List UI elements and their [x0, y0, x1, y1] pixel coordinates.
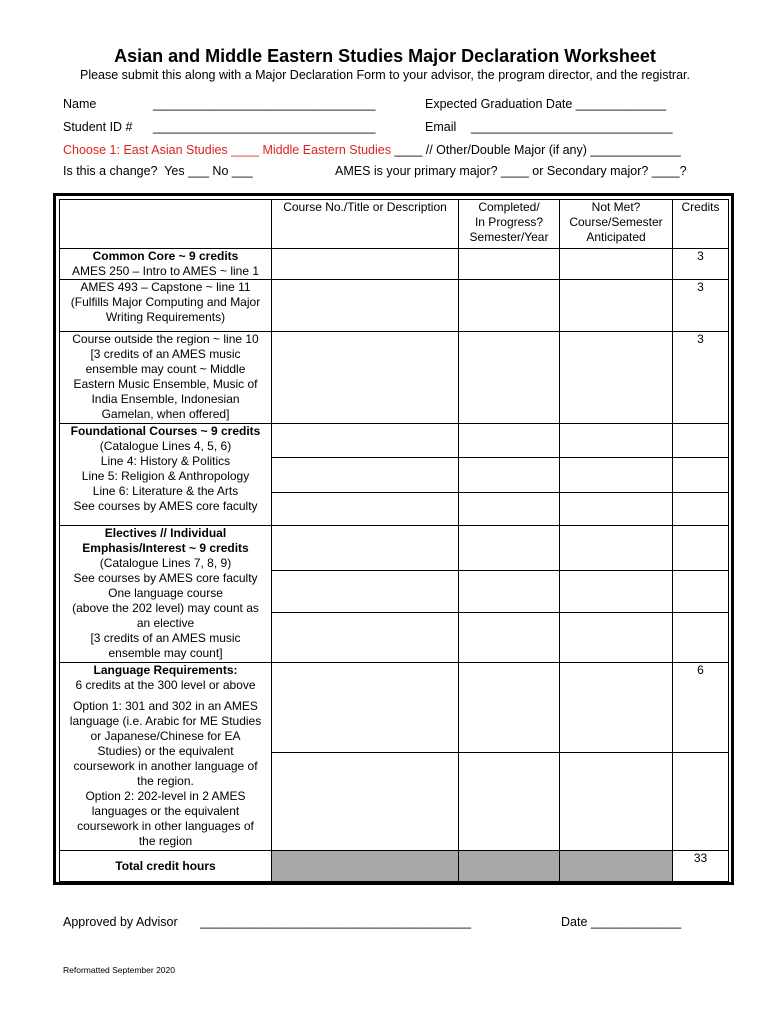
- course-cell[interactable]: [272, 493, 459, 526]
- credits-cell: [673, 493, 729, 526]
- completed-cell[interactable]: [459, 663, 560, 753]
- not-met-cell[interactable]: [560, 753, 673, 851]
- not-met-cell[interactable]: [560, 424, 673, 458]
- completed-cell[interactable]: [459, 571, 560, 613]
- advisor-signature-field[interactable]: _______________________________________: [200, 915, 472, 929]
- row-label: Course outside the region ~ line 10 [3 credits of an AMES music ensemble may count ~ Middle Eastern Music Ensemble, Music of India Ensemble, Indonesian Gamelan, when offered]: [60, 332, 272, 424]
- not-met-cell[interactable]: [560, 571, 673, 613]
- total-credits: 33: [673, 851, 729, 882]
- credits-cell: [673, 458, 729, 493]
- not-met-cell[interactable]: [560, 613, 673, 663]
- credits-cell: 3: [673, 280, 729, 332]
- email-label: Email: [425, 120, 457, 134]
- course-cell[interactable]: [272, 249, 459, 280]
- completed-cell[interactable]: [459, 613, 560, 663]
- header-blank: [60, 200, 272, 249]
- student-id-label: Student ID #: [63, 120, 133, 134]
- date-field[interactable]: Date _____________: [561, 915, 682, 929]
- credits-cell: [673, 424, 729, 458]
- header-course: Course No./Title or Description: [272, 200, 459, 249]
- table-row: [60, 249, 729, 280]
- total-grey-cell: [560, 851, 673, 882]
- course-cell[interactable]: [272, 332, 459, 424]
- header-credits: Credits: [673, 200, 729, 249]
- approved-label: Approved by Advisor: [63, 915, 178, 929]
- credits-cell: [673, 526, 729, 571]
- not-met-cell[interactable]: [560, 249, 673, 280]
- course-cell[interactable]: [272, 458, 459, 493]
- total-row: [60, 851, 729, 882]
- course-cell[interactable]: [272, 526, 459, 571]
- row-label: AMES 493 – Capstone ~ line 11 (Fulfills Major Computing and Major Writing Requirements): [60, 280, 272, 332]
- completed-cell[interactable]: [459, 458, 560, 493]
- course-cell[interactable]: [272, 424, 459, 458]
- other-major-field: ____ // Other/Double Major (if any) _____________: [390, 143, 681, 157]
- row-label: Common Core ~ 9 credits AMES 250 – Intro to AMES ~ line 1: [60, 249, 272, 280]
- not-met-cell[interactable]: [560, 663, 673, 753]
- course-cell[interactable]: [272, 571, 459, 613]
- total-grey-cell: [272, 851, 459, 882]
- primary-major-question[interactable]: AMES is your primary major? ____ or Secondary major? ____?: [335, 164, 687, 178]
- page-subtitle: Please submit this along with a Major Declaration Form to your advisor, the program director, and the registrar.: [79, 68, 690, 82]
- table-row: [60, 424, 729, 458]
- credits-cell: 6: [673, 663, 729, 753]
- completed-cell[interactable]: [459, 280, 560, 332]
- change-question[interactable]: Is this a change? Yes ___ No ___: [63, 164, 253, 178]
- not-met-cell[interactable]: [560, 280, 673, 332]
- course-cell[interactable]: [272, 613, 459, 663]
- student-id-field[interactable]: ________________________________: [153, 120, 376, 134]
- concentration-choice[interactable]: [63, 143, 681, 157]
- not-met-cell[interactable]: [560, 458, 673, 493]
- page-title: Asian and Middle Eastern Studies Major Declaration Worksheet: [114, 46, 656, 66]
- table-row: [60, 663, 729, 753]
- course-cell[interactable]: [272, 753, 459, 851]
- table-row: [60, 332, 729, 424]
- total-label: Total credit hours: [60, 851, 272, 882]
- total-grey-cell: [459, 851, 560, 882]
- course-cell[interactable]: [272, 663, 459, 753]
- row-label: Foundational Courses ~ 9 credits (Catalogue Lines 4, 5, 6) Line 4: History & Politics Line 5: Religion & Anthropology Line 6: Literature & the Arts See courses by AMES core faculty: [60, 424, 272, 526]
- row-label: Electives // Individual Emphasis/Interest ~ 9 credits (Catalogue Lines 7, 8, 9) See courses by AMES core faculty One language course (above the 202 level) may count as an elective [3 credits of an AMES music ensemble may count]: [60, 526, 272, 663]
- credits-cell: 3: [673, 332, 729, 424]
- name-label: Name: [63, 97, 97, 111]
- completed-cell[interactable]: [459, 249, 560, 280]
- not-met-cell[interactable]: [560, 332, 673, 424]
- credits-cell: [673, 613, 729, 663]
- email-field[interactable]: _____________________________: [471, 120, 673, 134]
- completed-cell[interactable]: [459, 526, 560, 571]
- completed-cell[interactable]: [459, 753, 560, 851]
- worksheet-table: [59, 199, 729, 882]
- completed-cell[interactable]: [459, 424, 560, 458]
- not-met-cell[interactable]: [560, 526, 673, 571]
- completed-cell[interactable]: [459, 493, 560, 526]
- footer-note: Reformatted September 2020: [63, 965, 175, 975]
- not-met-cell[interactable]: [560, 493, 673, 526]
- completed-cell[interactable]: [459, 332, 560, 424]
- graduation-date-field[interactable]: Expected Graduation Date _____________: [425, 97, 667, 111]
- table-row: [60, 526, 729, 571]
- credits-cell: [673, 571, 729, 613]
- row-label: Language Requirements: 6 credits at the 300 level or above Option 1: 301 and 302 in an AMES language (i.e. Arabic for ME Studies or Japanese/Chinese for EA Studies) or the equivalent coursework in another language of the region. Option 2: 202-level in 2 AMES languages or the equivalent coursework in other languages of the region: [60, 663, 272, 851]
- header-completed: Completed/ In Progress? Semester/Year: [459, 200, 560, 249]
- header-not-met: Not Met? Course/Semester Anticipated: [560, 200, 673, 249]
- course-cell[interactable]: [272, 280, 459, 332]
- name-field[interactable]: ________________________________: [153, 97, 376, 111]
- concentration-options: Choose 1: East Asian Studies ____ Middle Eastern Studies: [63, 143, 391, 157]
- credits-cell: [673, 753, 729, 851]
- credits-cell: 3: [673, 249, 729, 280]
- table-row: [60, 280, 729, 332]
